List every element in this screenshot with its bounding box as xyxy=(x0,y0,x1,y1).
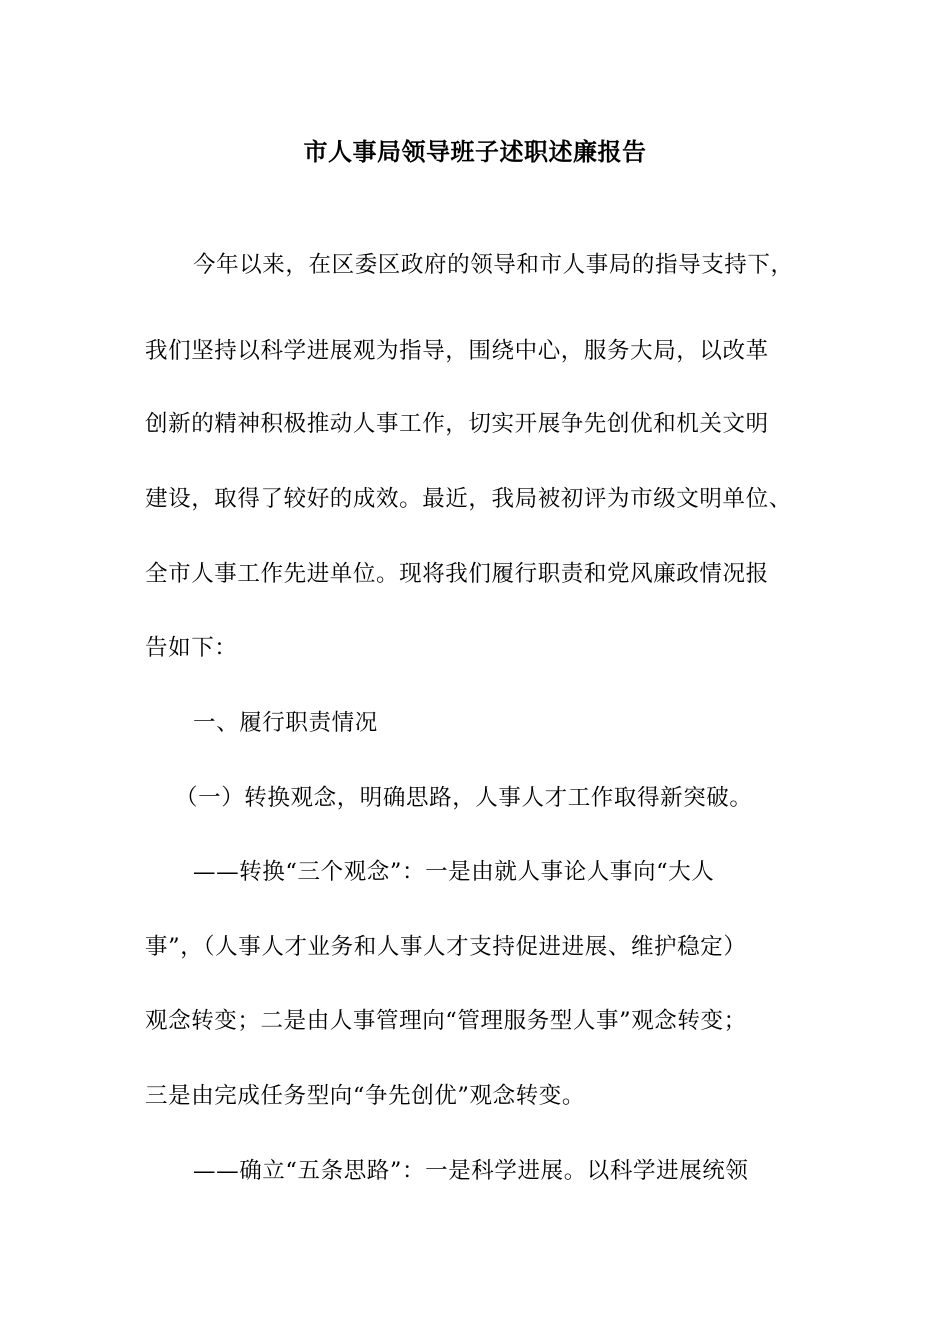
paragraph-line: ——确立“五条思路”：一是科学进展。以科学进展统领 xyxy=(193,1158,749,1184)
paragraph-line: 事”，（人事人才业务和人事人才支持促进进展、维护稳定） xyxy=(145,934,747,960)
document-title: 市人事局领导班子述职述廉报告 xyxy=(303,137,647,166)
paragraph-line: 三是由完成任务型向“争先创优”观念转变。 xyxy=(145,1083,586,1109)
section-heading: 一、履行职责情况 xyxy=(193,710,378,736)
subsection-heading: （一）转换观念，明确思路，人事人才工作取得新突破。 xyxy=(175,785,753,811)
paragraph-line: 创新的精神积极推动人事工作，切实开展争先创优和机关文明 xyxy=(145,411,769,437)
paragraph-line: ——转换“三个观念”：一是由就人事论人事向“大人 xyxy=(193,859,715,885)
paragraph-line: 告如下： xyxy=(145,635,238,661)
paragraph-line: 今年以来，在区委区政府的领导和市人事局的指导支持下， xyxy=(193,252,794,278)
paragraph-line: 全市人事工作先进单位。现将我们履行职责和党风廉政情况报 xyxy=(145,561,769,587)
paragraph-line: 建设，取得了较好的成效。最近，我局被初评为市级文明单位、 xyxy=(145,486,792,512)
paragraph-line: 观念转变；二是由人事管理向“管理服务型人事”观念转变； xyxy=(145,1008,747,1034)
paragraph-line: 我们坚持以科学进展观为指导，围绕中心，服务大局，以改革 xyxy=(145,338,769,364)
